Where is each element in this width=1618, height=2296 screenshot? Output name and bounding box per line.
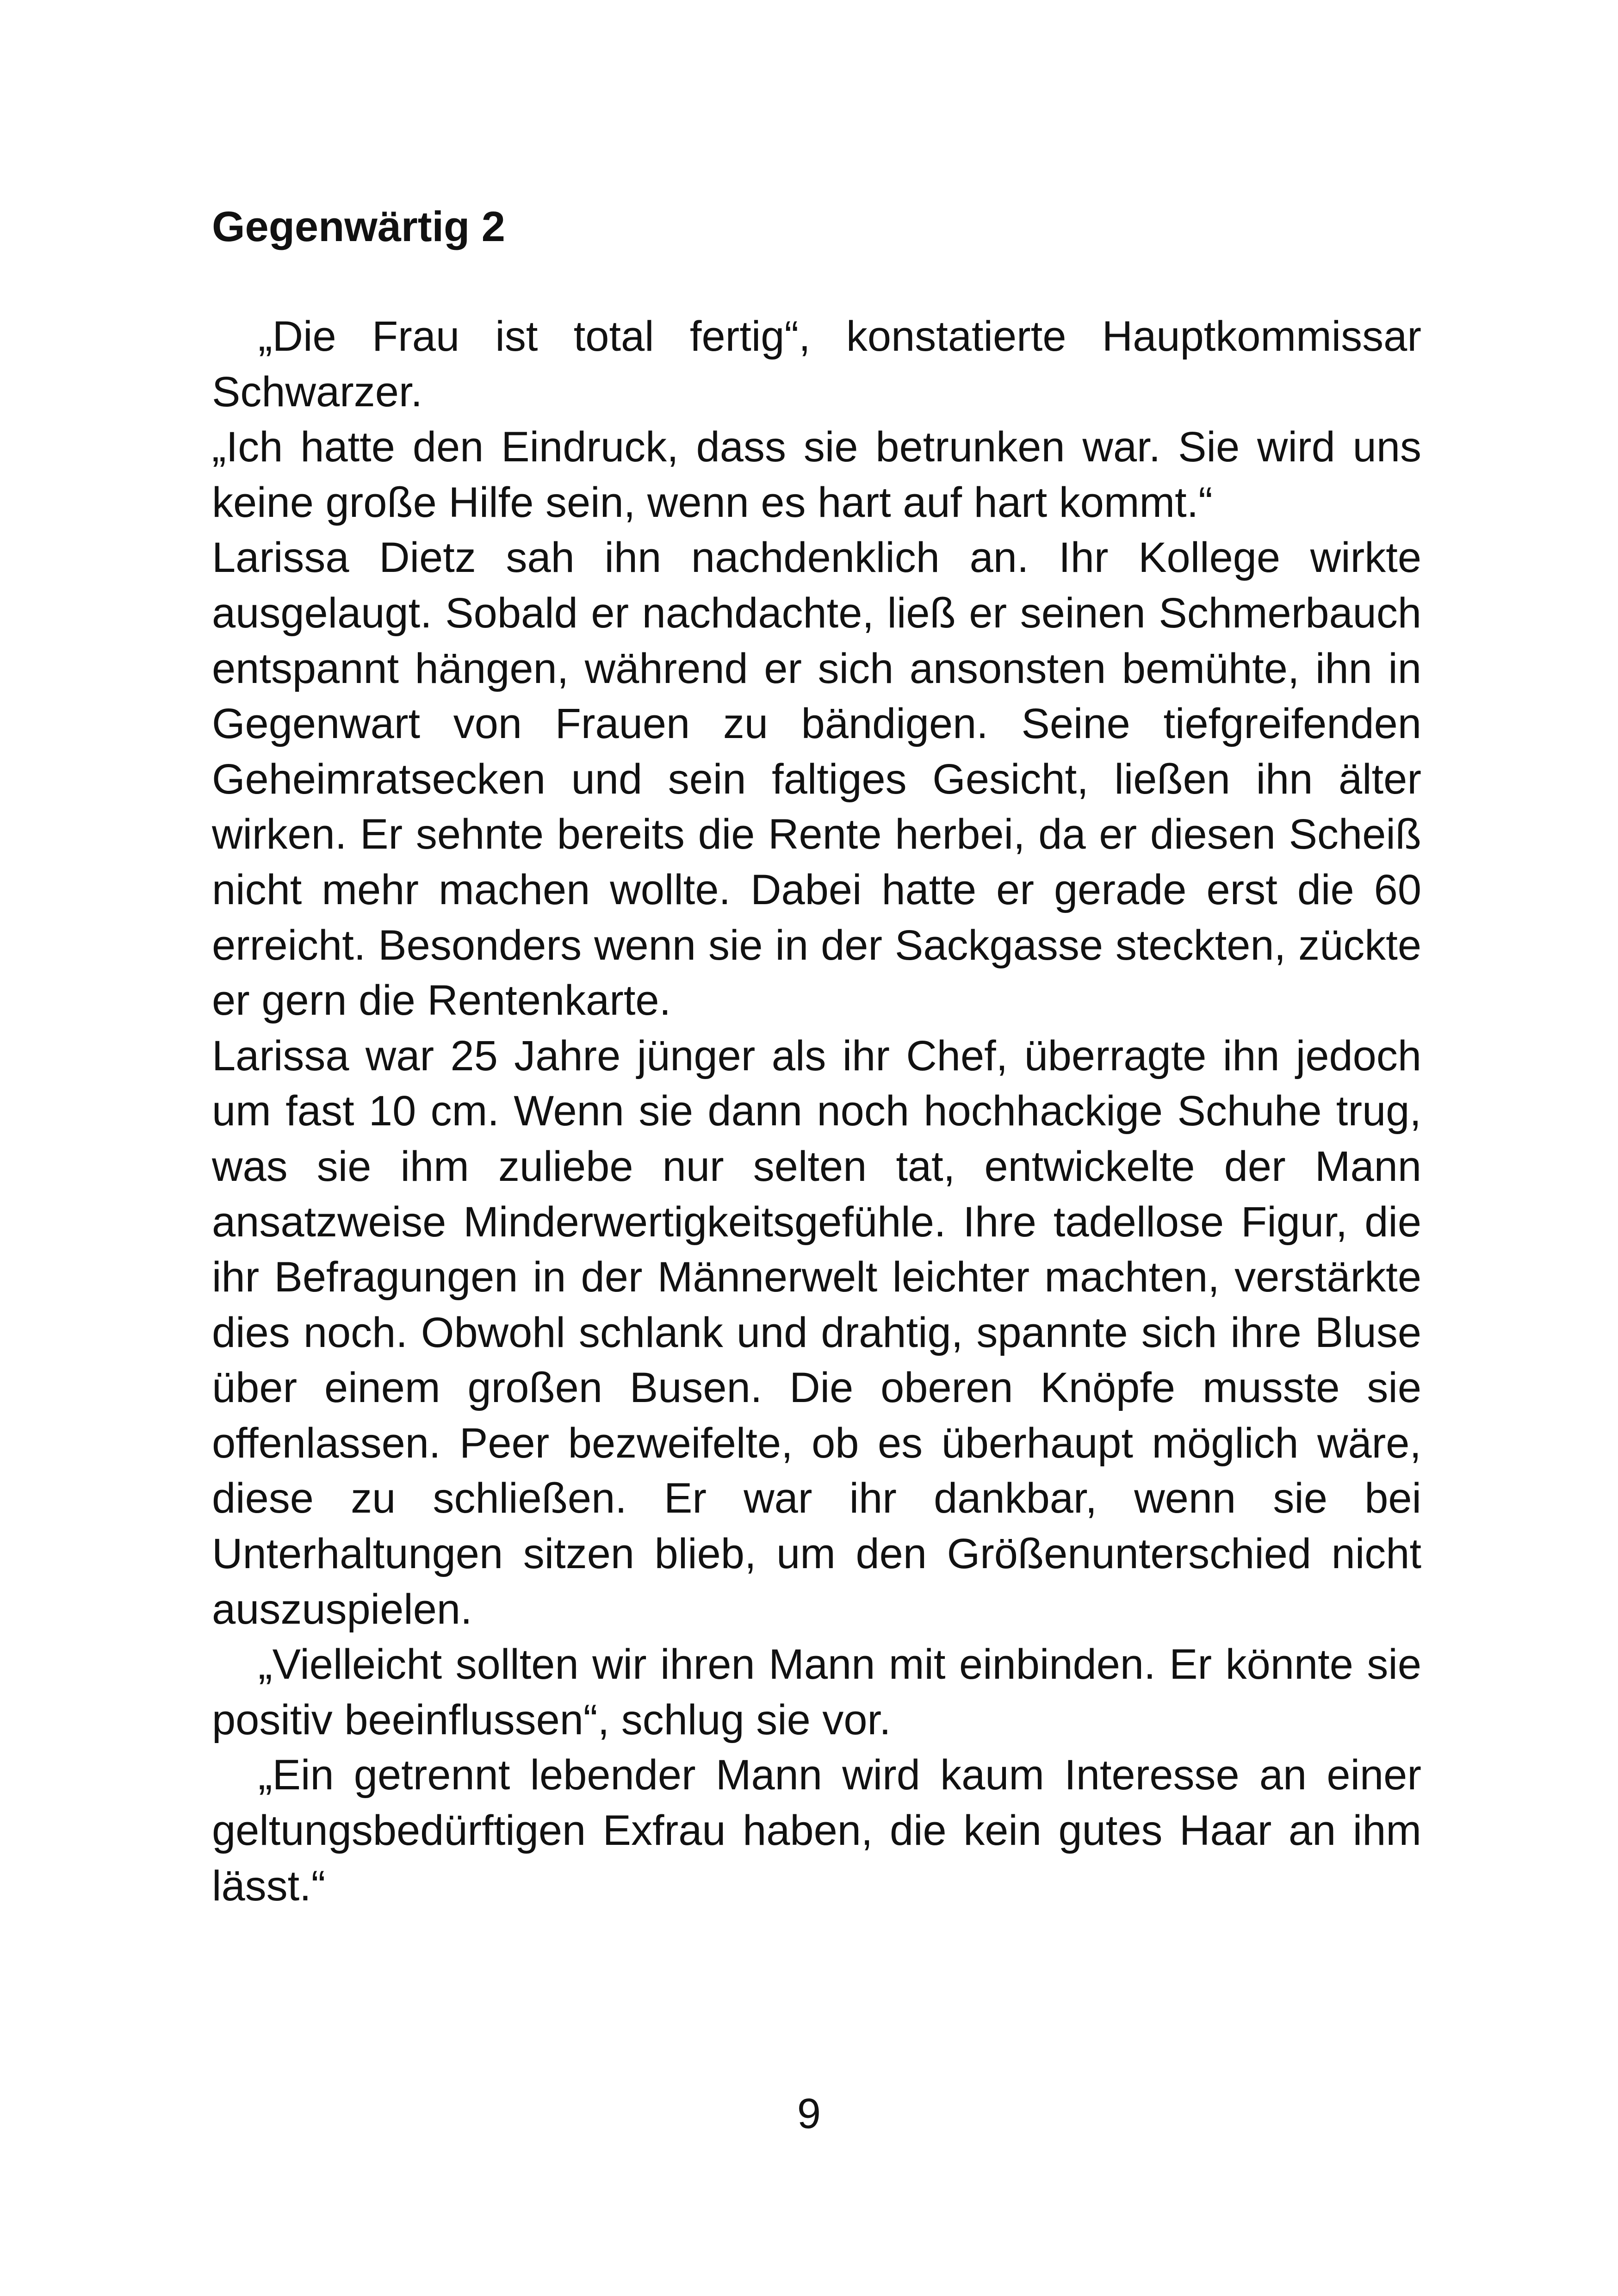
paragraph-6: „Ein getrennt lebender Mann wird kaum Interesse an einer geltungsbedürftigen Exfrau haben, die kein gutes Haar an ihm lässt.“ (212, 1751, 1421, 1910)
paragraph-3: Larissa Dietz sah ihn nachdenklich an. Ihr Kollege wirkte ausgelaugt. Sobald er nachdachte, ließ er seinen Schmerbauch entspannt hängen, während er sich ansonsten bemühte, ihn in Gegenwart von Frauen zu bändigen. Seine tiefgreifenden Geheimratsecken und sein faltiges Gesicht, ließen ihn älter wirken. Er sehnte bereits die Rente herbei, da er diesen Scheiß nicht mehr machen wollte. Dabei hatte er gerade erst die 60 erreicht. Besonders wenn sie in der Sackgasse steckten, zückte er gern die Rentenkarte. (212, 534, 1421, 1024)
paragraph-1: „Die Frau ist total fertig“, konstatierte Hauptkommissar Schwarzer. (212, 313, 1421, 416)
page-number: 9 (797, 2090, 821, 2137)
paragraph-5: „Vielleicht sollten wir ihren Mann mit einbinden. Er könnte sie positiv beeinflussen“, schlug sie vor. (212, 1641, 1421, 1744)
chapter-body (212, 199, 1421, 1914)
chapter-heading: Gegenwärtig 2 (212, 203, 505, 250)
paragraph-2: „Ich hatte den Eindruck, dass sie betrunken war. Sie wird uns keine große Hilfe sein, wenn es hart auf hart kommt.“ (212, 423, 1421, 526)
paragraph-4: Larissa war 25 Jahre jünger als ihr Chef, überragte ihn jedoch um fast 10 cm. Wenn sie dann noch hochhackige Schuhe trug, was sie ihm zuliebe nur selten tat, entwickelte der Mann ansatzweise Minderwertigkeitsgefühle. Ihre tadellose Figur, die ihr Befragungen in der Männerwelt leichter machten, verstärkte dies noch. Obwohl schlank und drahtig, spannte sich ihre Bluse über einem großen Busen. Die oberen Knöpfe musste sie offenlassen. Peer bezweifelte, ob es überhaupt möglich wäre, diese zu schließen. Er war ihr dankbar, wenn sie bei Unterhaltungen sitzen blieb, um den Größenunterschied nicht auszuspielen. (212, 1032, 1421, 1633)
